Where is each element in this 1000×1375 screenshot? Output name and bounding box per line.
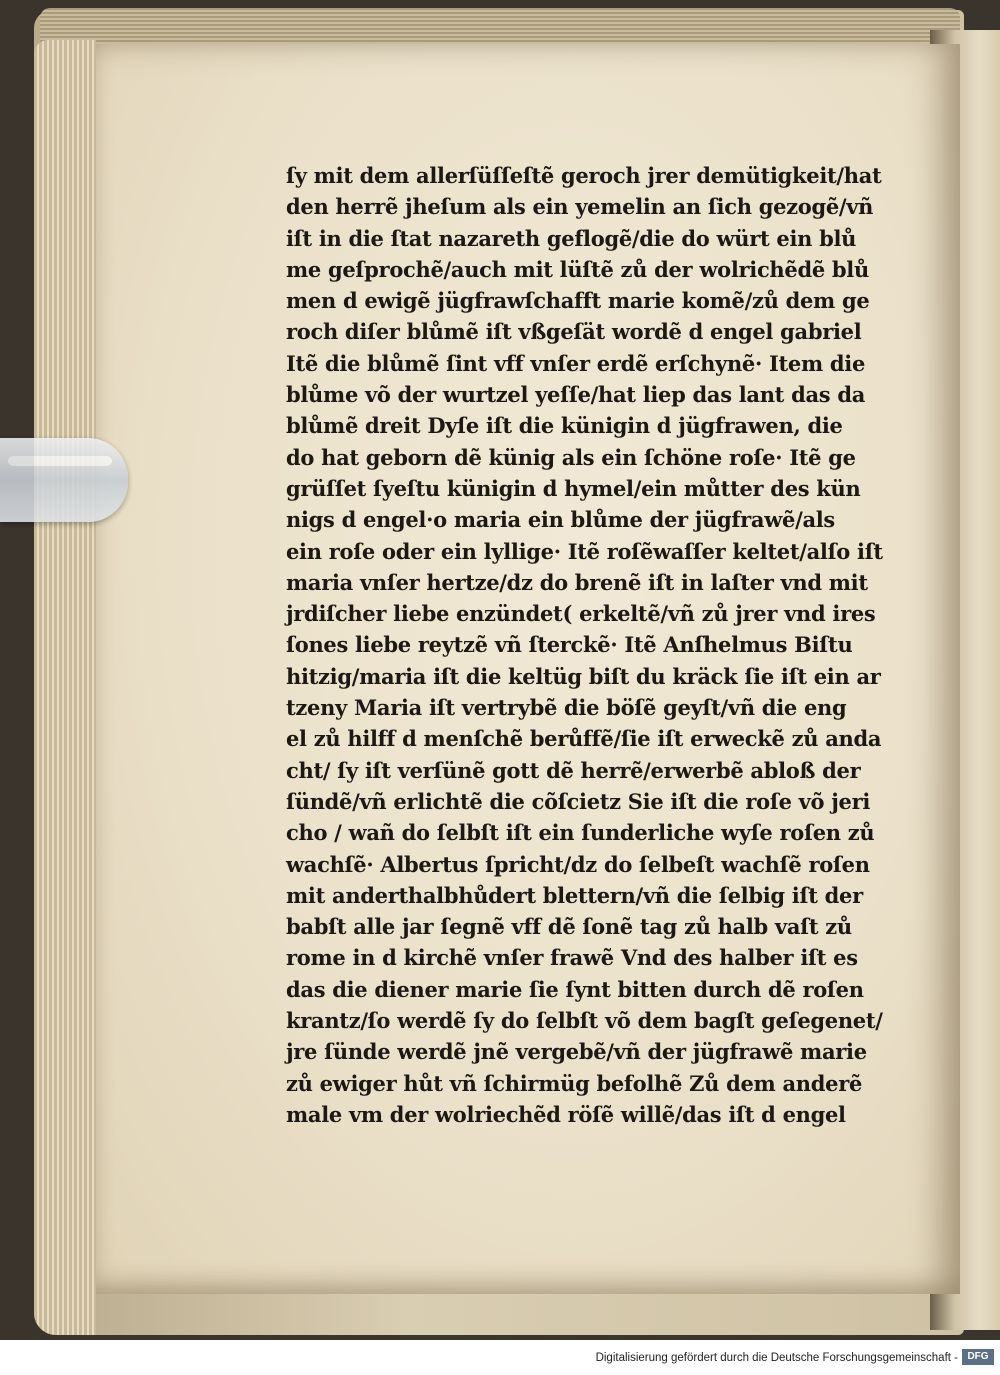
text-line: zů ewiger hůt vñ ſchirmüg befolhẽ Zů dem anderẽ <box>286 1070 863 1096</box>
text-line: cht/ ſy iſt verſünẽ gott dẽ herrẽ/erwerbẽ abloß der <box>286 757 861 783</box>
text-line: ſündẽ/vñ erlichtẽ die cõſcietz Sie iſt die roſe võ jeri <box>286 788 871 814</box>
page-clip <box>0 438 128 522</box>
text-line: roch diſer blůmẽ iſt vßgeſät wordẽ d engel gabriel <box>286 319 862 345</box>
text-line: tzeny Maria iſt vertrybẽ die böſẽ geyſt/vñ die eng <box>286 695 847 721</box>
text-line: men d ewigẽ jügfrawſchafft marie komẽ/zů dem ge <box>286 288 870 314</box>
text-line: nigs d engel·o maria ein blůme der jügfrawẽ/als <box>286 507 835 533</box>
footer-credit: Digitalisierung gefördert durch die Deutsche Forschungsgemeinschaft - <box>595 1352 958 1364</box>
text-line: Itẽ die blůmẽ ſint vff vnſer erdẽ erſchynẽ· Item die <box>286 350 866 376</box>
text-line: jrdiſcher liebe enzündet( erkeltẽ/vñ zů jrer vnd ires <box>286 601 876 627</box>
text-line: mit anderthalbhůdert blettern/vñ die ſelbig iſt der <box>286 882 863 908</box>
text-line: blůmẽ dreit Dyſe iſt die künigin d jügfrawen, die <box>286 413 843 439</box>
text-line: male vm der wolriechẽd röſẽ willẽ/das iſt d engel <box>286 1101 846 1127</box>
text-line: ſones liebe reytzẽ vñ ſterckẽ· Itẽ Anſhelmus Biſtu <box>286 632 853 658</box>
text-line: ſy mit dem allerſüſſeſtẽ geroch jrer demütigkeit/hat <box>286 163 882 188</box>
dfg-logo: DFG <box>962 1349 994 1365</box>
text-line: den herrẽ jheſum als ein yemelin an ſich gezogẽ/vñ <box>286 194 874 220</box>
text-line: cho / wañ do ſelbſt iſt ein ſunderliche wyſe roſen zů <box>286 820 875 846</box>
text-line: iſt in die ſtat nazareth geflogẽ/die do würt ein blů <box>286 225 857 251</box>
text-line: el zů hilff d menſchẽ berůffẽ/ſie iſt erweckẽ zů anda <box>286 726 882 752</box>
page-fore-edges <box>34 40 96 1335</box>
text-line: do hat geborn dẽ künig als ein ſchöne roſe· Itẽ ge <box>286 444 856 470</box>
text-line: ein roſe oder ein lyllige· Itẽ roſẽwaſſer keltet/alſo iſt <box>286 538 883 564</box>
text-line: grüſſet ſyeſtu künigin d hymel/ein můtter des kün <box>286 475 861 501</box>
text-line: krantz/ſo werdẽ ſy do ſelbſt võ dem bagſt geſegenet/ <box>286 1008 883 1034</box>
text-line: blůme võ der wurtzel yeſſe/hat liep das lant das da <box>286 382 866 408</box>
text-line: jre ſünde werdẽ jnẽ vergebẽ/vñ der jügfrawẽ marie <box>286 1039 867 1065</box>
text-line: me geſprochẽ/auch mit lüſtẽ zů der wolrichẽdẽ blů <box>286 256 869 282</box>
text-line: hitzig/maria iſt die keltüg biſt du kräck ſie iſt ein ar <box>286 663 881 689</box>
text-line: wachſẽ· Albertus ſpricht/dz do ſelbeſt wachſẽ roſen <box>286 851 870 877</box>
text-line: babſt alle jar ſegnẽ vff dẽ ſonẽ tag zů halb vaſt zů <box>286 914 852 940</box>
text-line: maria vnſer hertze/dz do brenẽ iſt in laſter vnd mit <box>286 569 868 595</box>
text-line: rome in d kirchẽ vnſer frawẽ Vnd des halber iſt es <box>286 945 858 971</box>
page-text <box>286 160 886 1130</box>
page-top-edges <box>40 8 960 46</box>
text-line: das die diener marie ſie ſynt bitten durch dẽ roſen <box>286 976 864 1002</box>
